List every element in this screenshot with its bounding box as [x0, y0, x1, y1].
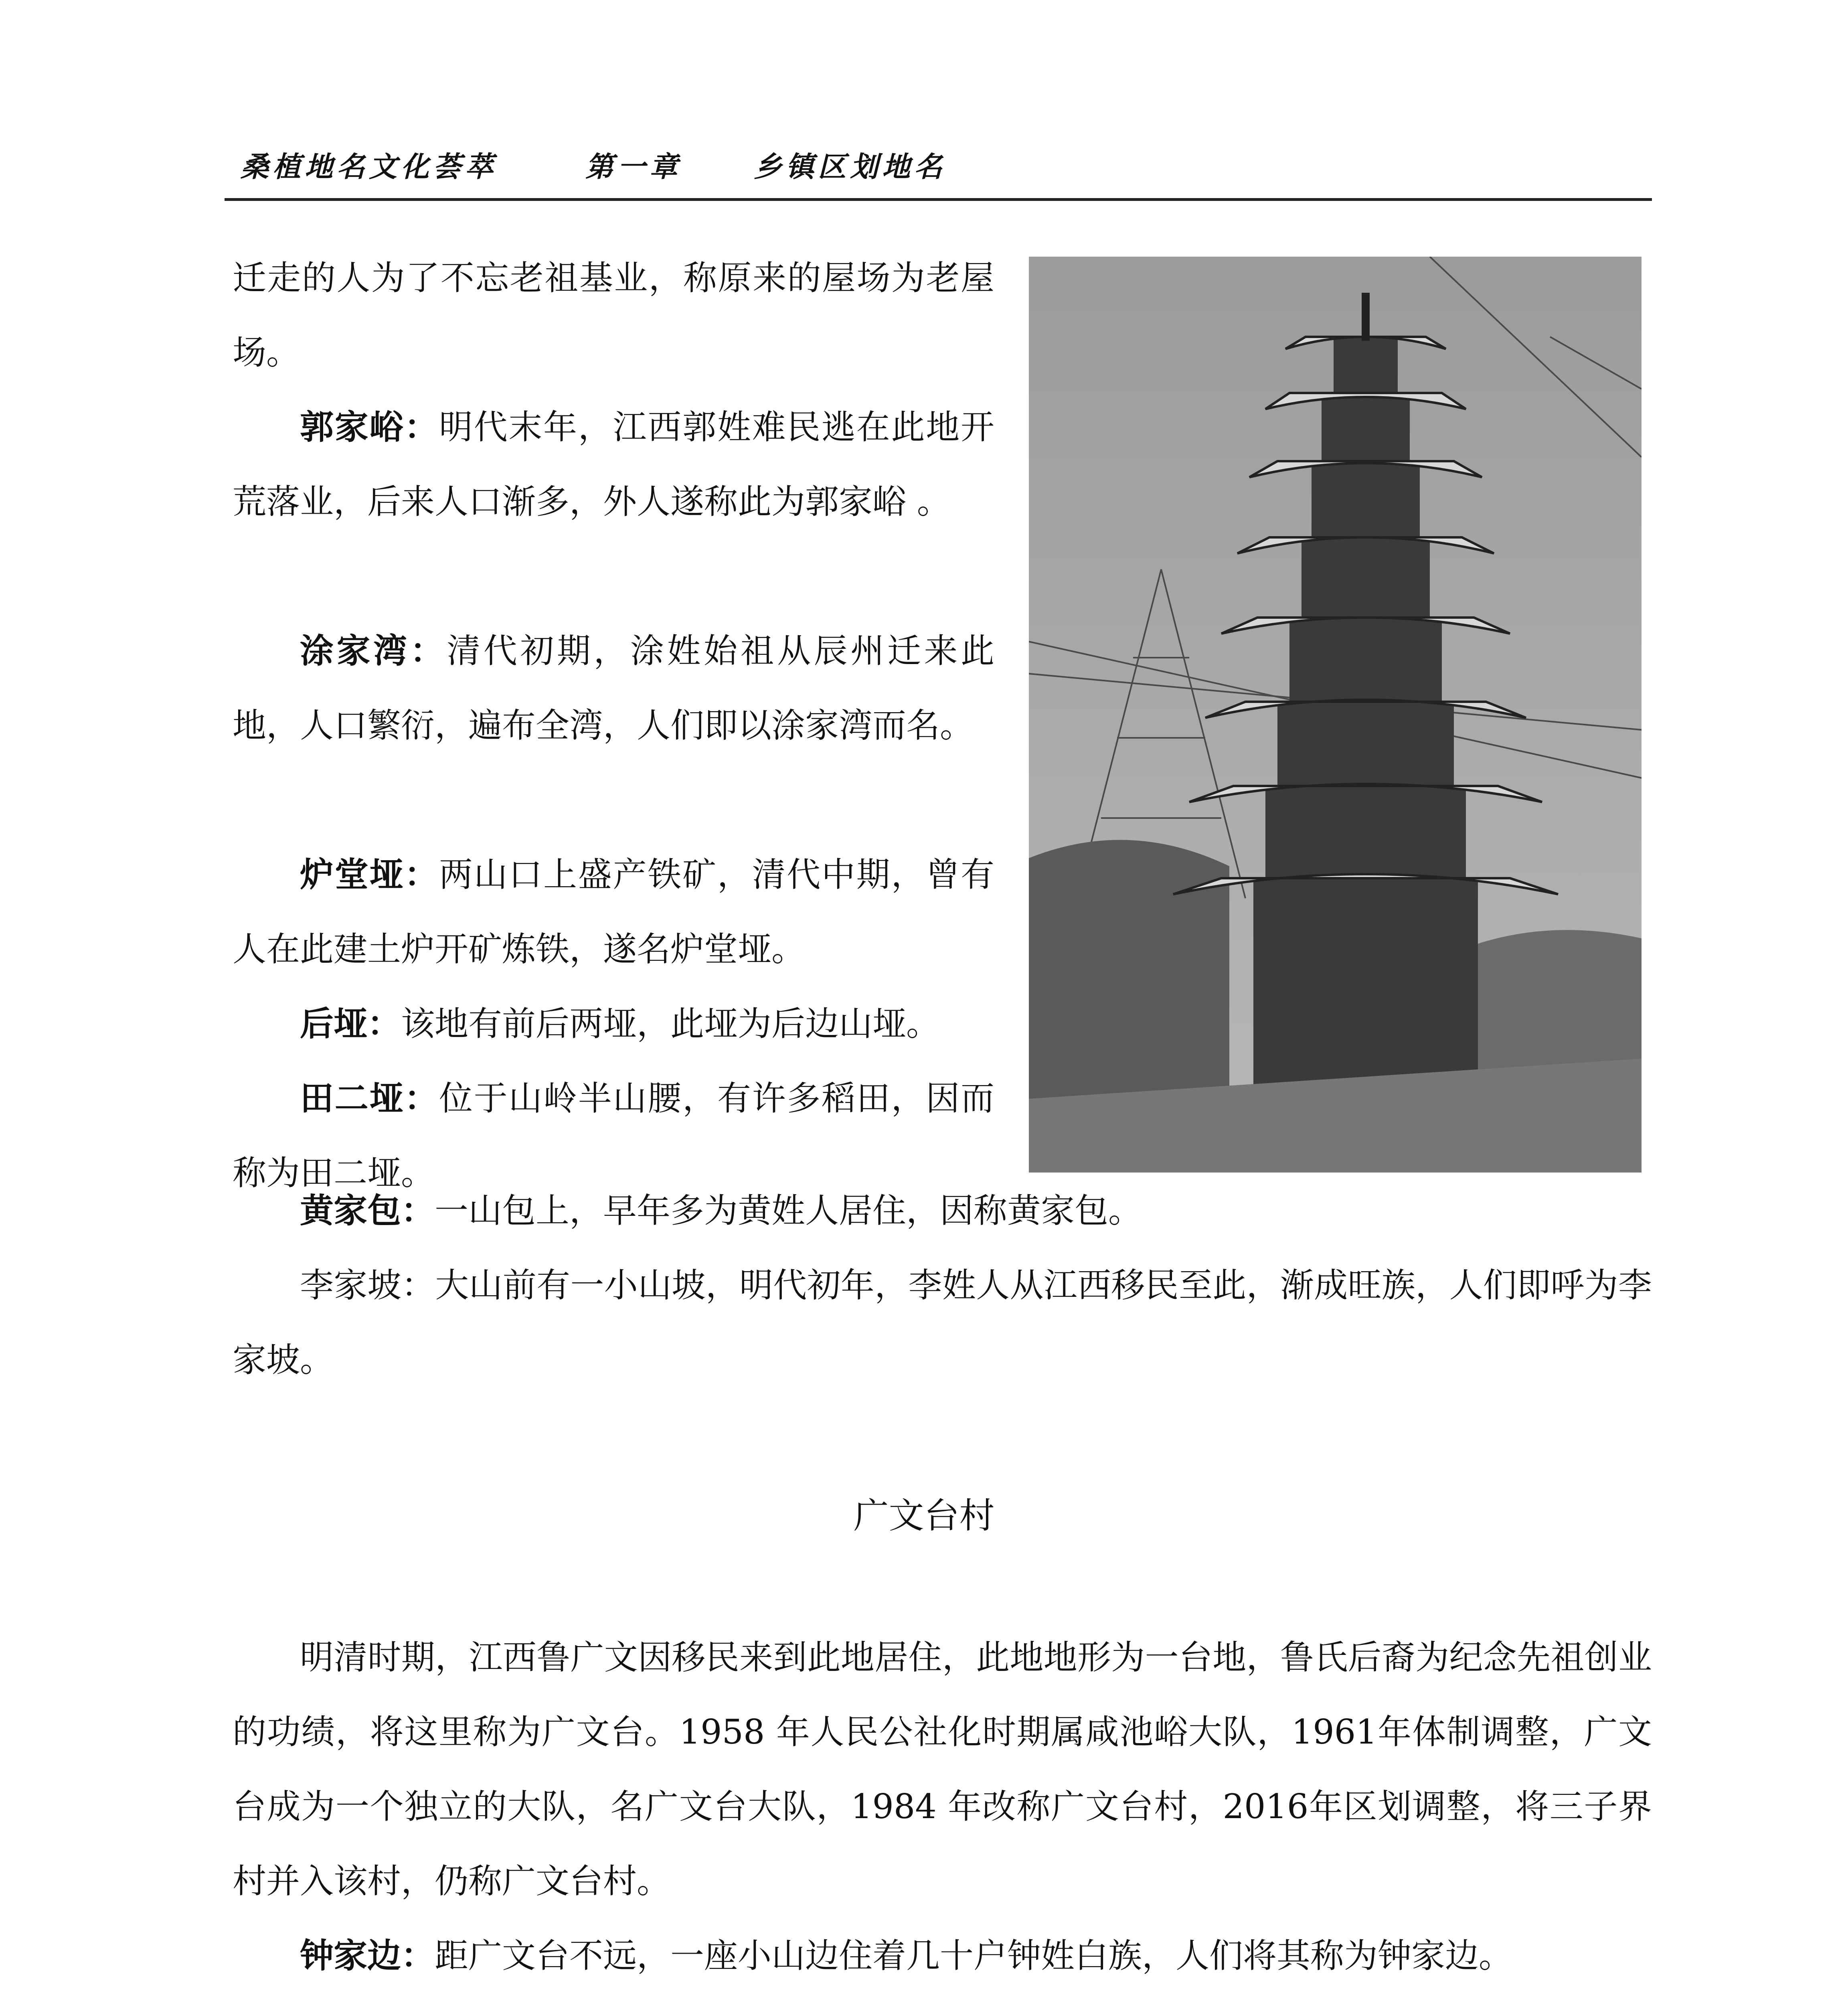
running-header	[241, 144, 1652, 192]
entry-wujiazhuang	[233, 1993, 1652, 2005]
paragraph-continuation: 迁走的人为了不忘老祖基业，称原来的屋场为老屋场。	[233, 258, 994, 372]
header-rule	[225, 198, 1652, 201]
entry-lutangya: 炉堂垭：两山口上盛产铁矿，清代中期，曾有人在此建土炉开矿炼铁，遂名炉堂垭。	[233, 855, 994, 969]
entry-huangjiabao: 黄家包：一山包上，早年多为黄姓人居住，因称黄家包。	[300, 1191, 1142, 1230]
section-title: 广文台村	[853, 1495, 995, 1536]
entry-houya: 后垭：该地有前后两垭，此垭为后边山垭。	[300, 1004, 940, 1043]
chapter-title: 乡镇区划地名	[754, 150, 946, 183]
chapter-label: 第一章	[585, 150, 682, 183]
pagoda-photo	[1029, 257, 1642, 1173]
entry-zhongjiabian: 钟家边：距广文台不远，一座小山边住着几十户钟姓白族，人们将其称为钟家边。	[300, 1936, 1513, 1975]
entry-guojiayu: 郭家峪：明代末年，江西郭姓难民逃在此地开荒落业，后来人口渐多，外人遂称此为郭家峪 。	[233, 407, 994, 521]
entry-tujiawan: 涂家湾：清代初期，涂姓始祖从辰州迁来此地，人口繁衍，遍布全湾，人们即以涂家湾而名。	[233, 631, 994, 745]
section-intro: 明清时期，江西鲁广文因移民来到此地居住，此地地形为一台地，鲁氏后裔为纪念先祖创业的功绩，将这里称为广文台。1958 年人民公社化时期属咸池峪大队，1961年体制调整，广文台成为一个独立的大队，名广文台大队，1984 年改称广文台村，2016年区划调整，将三子界村并入该村，仍称广文台村。	[233, 1638, 1652, 1901]
entry-tianerya: 田二垭：位于山岭半山腰，有许多稻田，因而称为田二垭。	[233, 1078, 994, 1193]
book-title: 桑植地名文化荟萃	[241, 150, 497, 183]
entry-lijiapo: 李家坡：大山前有一小山坡，明代初年，李姓人从江西移民至此，渐成旺族，人们即呼为李家坡。	[233, 1266, 1652, 1379]
